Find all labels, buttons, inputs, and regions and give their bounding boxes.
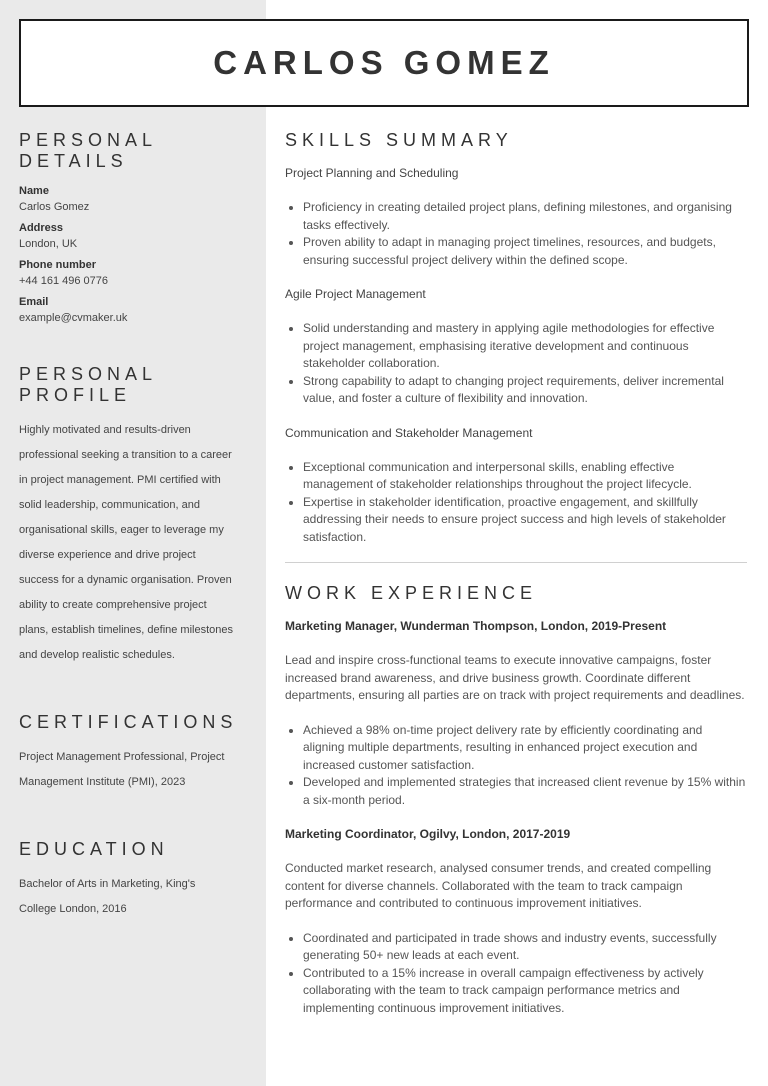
phone-label: Phone number <box>19 259 97 271</box>
address-value: London, UK <box>19 238 78 250</box>
skill-bullets <box>285 320 747 408</box>
certifications-title: CERTIFICATIONS <box>19 712 238 732</box>
skills-summary-title: SKILLS SUMMARY <box>285 130 513 150</box>
skill-group <box>285 286 747 408</box>
job-bullets <box>285 722 747 810</box>
list-item: • Achieved a 98% on-time project delivery rate by efficiently coordinating and aligning multiple departments, resulting in enhanced project execution and increased customer satisfaction. <box>303 722 747 775</box>
section-divider <box>285 562 747 563</box>
email-label: Email <box>19 296 49 308</box>
list-item: • Strong capability to adapt to changing project requirements, deliver incremental value, and foster a culture of flexibility and innovation. <box>303 373 747 408</box>
name-header <box>19 19 749 107</box>
list-item: • Coordinated and participated in trade shows and industry events, successfully generating 50+ new leads at each event. <box>303 930 747 965</box>
list-item: • Expertise in stakeholder identification, proactive engagement, and skillfully addressing their needs to ensure project success and high levels of stakeholder satisfaction. <box>303 494 747 547</box>
job-summary: Lead and inspire cross-functional teams to execute innovative campaigns, foster increased brand awareness, and drive business growth. Coordinate different departments, ensuring all parties are on track with project requirements and deadlines. <box>285 653 745 702</box>
job-bullets <box>285 930 747 1018</box>
skill-group-heading: Project Planning and Scheduling <box>285 166 459 180</box>
skill-bullets <box>285 459 747 547</box>
email-value: example@cvmaker.uk <box>19 312 128 324</box>
list-item: • Proficiency in creating detailed project plans, defining milestones, and organising tasks effectively. <box>303 199 747 234</box>
phone-value: +44 161 496 0776 <box>19 275 109 287</box>
education-title: EDUCATION <box>19 839 169 859</box>
job-entry <box>285 618 747 809</box>
list-item: • Proven ability to adapt in managing project timelines, resources, and budgets, ensuring successful project delivery within the defined scope. <box>303 234 747 269</box>
skill-group-heading: Communication and Stakeholder Management <box>285 425 533 440</box>
personal-profile-text: Highly motivated and results-driven professional seeking a transition to a career in project management. PMI certified with solid leadership, communication, and organisational skills, eager to leverage my diverse experience and drive project success for a dynamic organisation. Proven ability to create comprehensive project plans, establish timelines, define milestones and develop realistic schedules. <box>19 424 234 661</box>
skill-group <box>285 425 747 547</box>
work-experience-title: WORK EXPERIENCE <box>285 583 538 603</box>
skill-group <box>285 165 747 269</box>
personal-profile-title: PERSONAL PROFILE <box>19 364 157 405</box>
certifications-text: Project Management Professional, Project Management Institute (PMI), 2023 <box>19 751 225 788</box>
right-column <box>285 130 747 1017</box>
skill-group-heading: Agile Project Management <box>285 287 426 301</box>
left-column <box>19 130 238 922</box>
job-heading: Marketing Manager, Wunderman Thompson, London, 2019-Present <box>285 619 667 633</box>
candidate-name: CARLOS GOMEZ <box>213 44 555 81</box>
job-summary: Conducted market research, analysed consumer trends, and created compelling content for diverse channels. Collaborated with the team to track campaign performance and contributed to continuous improvement initiatives. <box>285 861 712 910</box>
name-value: Carlos Gomez <box>19 201 90 213</box>
personal-details-title: PERSONAL DETAILS <box>19 130 157 171</box>
list-item: • Solid understanding and mastery in applying agile methodologies for effective project management, emphasising iterative development and continuous stakeholder collaboration. <box>303 320 747 373</box>
job-heading: Marketing Coordinator, Ogilvy, London, 2017-2019 <box>285 827 571 841</box>
skill-bullets <box>285 199 747 269</box>
personal-details <box>19 184 234 326</box>
address-label: Address <box>19 222 64 234</box>
list-item: • Contributed to a 15% increase in overall campaign effectiveness by actively collaborating with the team to track campaign performance metrics and implementing continuous improvement initiatives. <box>303 965 747 1018</box>
name-label: Name <box>19 185 49 197</box>
education-text: Bachelor of Arts in Marketing, King's College London, 2016 <box>19 878 196 915</box>
list-item: • Developed and implemented strategies that increased client revenue by 15% within a six-month period. <box>303 774 747 809</box>
list-item: • Exceptional communication and interpersonal skills, enabling effective management of stakeholder relationships throughout the project lifecycle. <box>303 459 747 494</box>
job-entry <box>285 826 747 1017</box>
